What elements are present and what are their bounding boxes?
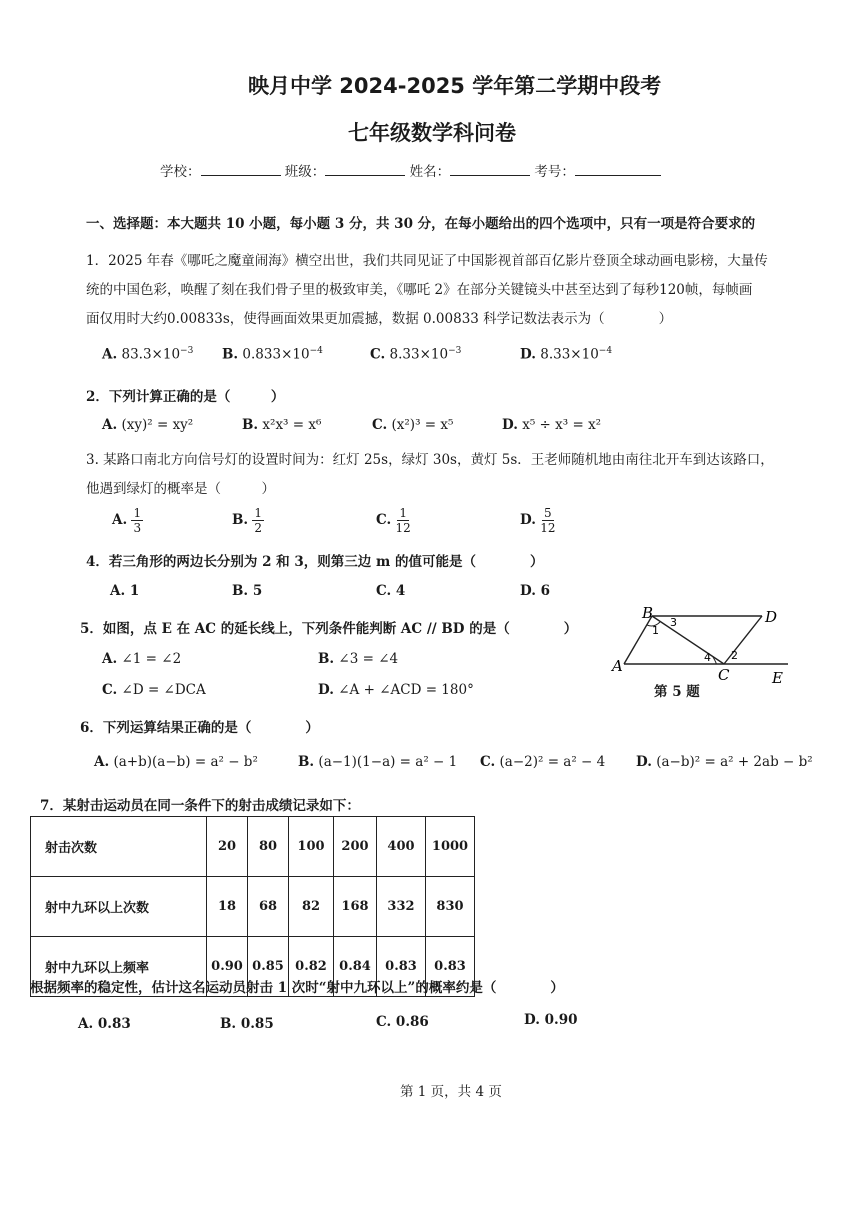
- option-text: 0.86: [395, 1014, 429, 1030]
- q5-option-d[interactable]: [318, 682, 474, 698]
- q6-option-a[interactable]: [94, 754, 258, 770]
- class-label: 班级：: [284, 164, 326, 180]
- table-cell: 射击次数: [31, 817, 207, 877]
- option-label: B.: [242, 417, 259, 433]
- q6-option-c[interactable]: [480, 754, 605, 770]
- q3-option-d[interactable]: [520, 506, 556, 535]
- option-text: 1: [129, 583, 140, 599]
- fraction: [396, 506, 411, 535]
- q4-option-c[interactable]: [376, 583, 405, 599]
- table-cell: 0.83: [377, 937, 426, 997]
- q1-line2: 统的中国色彩，唤醒了刻在我们骨子里的极致审美，《哪吒 2》在部分关键镜头中甚至达到了每秒120帧，每帧画: [86, 282, 753, 298]
- option-label: A.: [102, 346, 118, 363]
- table-cell: 0.82: [289, 937, 334, 997]
- q3-line1: 3. 某路口南北方向信号灯的设置时间为：红灯 25s，绿灯 30s，黄灯 5s．王老师随机地由南往北开车到达该路口，: [86, 452, 774, 468]
- school-blank[interactable]: [201, 161, 281, 176]
- exam-number-label: 考号：: [534, 164, 575, 180]
- angle-3: 3: [670, 616, 677, 629]
- q1-line1: 1．2025 年春《哪吒之魔童闹海》横空出世，我们共同见证了中国影视首部百亿影片登顶全球动画电影榜，大量传: [86, 253, 768, 269]
- table-cell: 0.85: [248, 937, 289, 997]
- class-blank[interactable]: [325, 161, 405, 176]
- option-exponent: −4: [309, 346, 323, 356]
- option-label: B.: [318, 651, 335, 667]
- q1-line3: 面仅用时大约0.00833s，使得画面效果更加震撼，数据 0.00833 科学记数法表示为（ ）: [86, 311, 673, 327]
- q2-stem: 2．下列计算正确的是（ ）: [86, 389, 285, 405]
- exam-subtitle: 七年级数学科问卷: [348, 121, 516, 145]
- q4-option-a[interactable]: [110, 583, 139, 599]
- table-row: [31, 817, 475, 877]
- q6-option-b[interactable]: [298, 754, 457, 770]
- table-cell: 20: [207, 817, 248, 877]
- section-heading: 一、选择题：本大题共 10 小题，每小题 3 分，共 30 分，在每小题给出的四个选项中，只有一项是符合要求的: [86, 216, 756, 232]
- numerator: 1: [254, 506, 263, 520]
- option-text: 4: [395, 583, 406, 599]
- q7-question: 根据频率的稳定性，估计这名运动员射击 1 次时“射中九环以上”的概率约是（ ）: [30, 980, 564, 996]
- table-cell: 830: [426, 877, 475, 937]
- option-base: 8.33×10: [540, 346, 599, 363]
- option-label: D.: [636, 754, 652, 770]
- q4-stem: 4．若三角形的两边长分别为 2 和 3，则第三边 m 的值可能是（ ）: [86, 554, 544, 570]
- school-label: 学校：: [160, 164, 201, 180]
- table-cell: 0.83: [426, 937, 475, 997]
- option-text: ∠3 = ∠4: [338, 651, 399, 667]
- q5-figure: [610, 604, 800, 696]
- option-text: (a−1)(1−a) = a² − 1: [318, 754, 458, 770]
- q3-option-a[interactable]: [112, 506, 143, 535]
- option-label: A.: [94, 754, 110, 770]
- option-label: B.: [232, 512, 249, 528]
- table-cell: 射中九环以上频率: [31, 937, 207, 997]
- option-label: B.: [220, 1016, 237, 1032]
- exam-number-blank[interactable]: [575, 161, 661, 176]
- shooting-record-table: [30, 816, 475, 997]
- q5-figure-caption: 第 5 题: [654, 684, 700, 700]
- option-text: (xy)² = xy²: [121, 417, 194, 433]
- option-text: 6: [540, 583, 551, 599]
- q2-option-c[interactable]: [372, 417, 453, 433]
- q7-option-a[interactable]: [78, 1016, 131, 1032]
- option-label: D.: [318, 682, 334, 698]
- table-cell: 200: [334, 817, 377, 877]
- q1-option-d[interactable]: [520, 346, 612, 363]
- option-label: A.: [102, 651, 118, 667]
- q3-option-c[interactable]: [376, 506, 411, 535]
- option-base: 83.3×10: [121, 346, 181, 363]
- q3-option-b[interactable]: [232, 506, 264, 535]
- q6-option-d[interactable]: [636, 754, 813, 770]
- q7-option-c[interactable]: [376, 1014, 429, 1030]
- option-text: (a+b)(a−b) = a² − b²: [113, 754, 258, 770]
- option-text: x²x³ = x⁶: [262, 417, 322, 433]
- option-label: D.: [524, 1012, 540, 1028]
- option-label: D.: [502, 417, 518, 433]
- q5-option-c[interactable]: [102, 682, 206, 698]
- q3-line2: 他遇到绿灯的概率是（ ）: [86, 481, 275, 497]
- option-exponent: −3: [448, 346, 462, 356]
- q1-option-c[interactable]: [370, 346, 461, 363]
- denominator: 12: [395, 521, 411, 535]
- table-cell: 0.84: [334, 937, 377, 997]
- denominator: 2: [254, 521, 263, 535]
- option-label: C.: [480, 754, 496, 770]
- option-label: D.: [520, 512, 536, 528]
- q5-option-a[interactable]: [102, 651, 181, 667]
- line-ab: [624, 616, 652, 664]
- denominator: 12: [540, 521, 556, 535]
- option-base: 8.33×10: [389, 346, 449, 363]
- option-exponent: −4: [598, 346, 613, 356]
- option-text: ∠D = ∠DCA: [121, 682, 206, 698]
- option-label: A.: [78, 1016, 94, 1032]
- name-blank[interactable]: [450, 161, 530, 176]
- option-label: B.: [222, 346, 239, 363]
- option-exponent: −3: [180, 346, 194, 356]
- q1-option-a[interactable]: [102, 346, 193, 363]
- table-cell: 168: [334, 877, 377, 937]
- q7-option-b[interactable]: [220, 1016, 274, 1032]
- point-c: C: [718, 666, 730, 684]
- point-e: E: [772, 669, 783, 687]
- option-label: A.: [112, 512, 128, 528]
- point-b: B: [642, 604, 654, 622]
- table-cell: 332: [377, 877, 426, 937]
- option-text: ∠1 = ∠2: [121, 651, 182, 667]
- angle-4: 4: [704, 651, 711, 664]
- numerator: 5: [544, 506, 552, 520]
- option-label: C.: [372, 417, 388, 433]
- option-label: C.: [376, 512, 392, 528]
- table-cell: 100: [289, 817, 334, 877]
- option-label: D.: [520, 583, 536, 599]
- table-cell: 82: [289, 877, 334, 937]
- option-label: B.: [232, 583, 249, 599]
- option-text: 0.83: [97, 1016, 131, 1032]
- option-label: A.: [102, 417, 118, 433]
- q1-option-b[interactable]: [222, 346, 323, 363]
- fraction: [131, 506, 143, 535]
- point-a: A: [612, 657, 623, 675]
- q6-stem: 6．下列运算结果正确的是（ ）: [80, 720, 319, 736]
- q7-option-d[interactable]: [524, 1012, 578, 1028]
- table-cell: 1000: [426, 817, 475, 877]
- table-cell: 80: [248, 817, 289, 877]
- fraction: [252, 506, 264, 535]
- q4-option-b[interactable]: [232, 583, 262, 599]
- table-cell: 射中九环以上次数: [31, 877, 207, 937]
- numerator: 1: [399, 506, 407, 520]
- q4-option-d[interactable]: [520, 583, 550, 599]
- q7-stem: 7．某射击运动员在同一条件下的射击成绩记录如下：: [40, 798, 360, 814]
- table-cell: 400: [377, 817, 426, 877]
- option-text: (a−2)² = a² − 4: [499, 754, 606, 770]
- option-label: C.: [102, 682, 118, 698]
- q2-option-d[interactable]: [502, 417, 601, 433]
- angle-1: 1: [652, 624, 659, 637]
- option-text: 5: [252, 583, 263, 599]
- point-d: D: [765, 608, 778, 626]
- option-text: (x²)³ = x⁵: [391, 417, 454, 433]
- fraction: [540, 506, 555, 535]
- q2-option-a[interactable]: [102, 417, 193, 433]
- option-label: C.: [376, 1014, 392, 1030]
- denominator: 3: [133, 521, 142, 535]
- table-row: [31, 877, 475, 937]
- exam-title: 映月中学 2024-2025 学年第二学期中段考: [248, 74, 662, 98]
- option-label: C.: [370, 346, 386, 363]
- q5-option-b[interactable]: [318, 651, 398, 667]
- numerator: 1: [133, 506, 142, 520]
- q2-option-b[interactable]: [242, 417, 321, 433]
- q5-stem: 5．如图，点 E 在 AC 的延长线上，下列条件能判断 AC // BD 的是（ ）: [80, 621, 578, 637]
- table-cell: 0.90: [207, 937, 248, 997]
- option-text: (a−b)² = a² + 2ab − b²: [656, 754, 813, 770]
- option-label: C.: [376, 583, 392, 599]
- angle-2: 2: [731, 649, 738, 662]
- option-text: x⁵ ÷ x³ = x²: [522, 417, 602, 433]
- option-label: D.: [520, 346, 536, 363]
- table-cell: 68: [248, 877, 289, 937]
- line-bc: [652, 616, 724, 664]
- option-text: 0.85: [240, 1016, 274, 1032]
- table-cell: 18: [207, 877, 248, 937]
- page-number: 第 1 页，共 4 页: [400, 1084, 502, 1100]
- option-text: ∠A + ∠ACD = 180°: [338, 682, 474, 698]
- option-text: 0.90: [544, 1012, 578, 1028]
- info-fields: [160, 160, 661, 180]
- option-base: 0.833×10: [242, 346, 310, 363]
- line-cd: [724, 616, 762, 664]
- name-label: 姓名：: [409, 164, 451, 180]
- option-label: B.: [298, 754, 315, 770]
- option-label: A.: [110, 583, 126, 599]
